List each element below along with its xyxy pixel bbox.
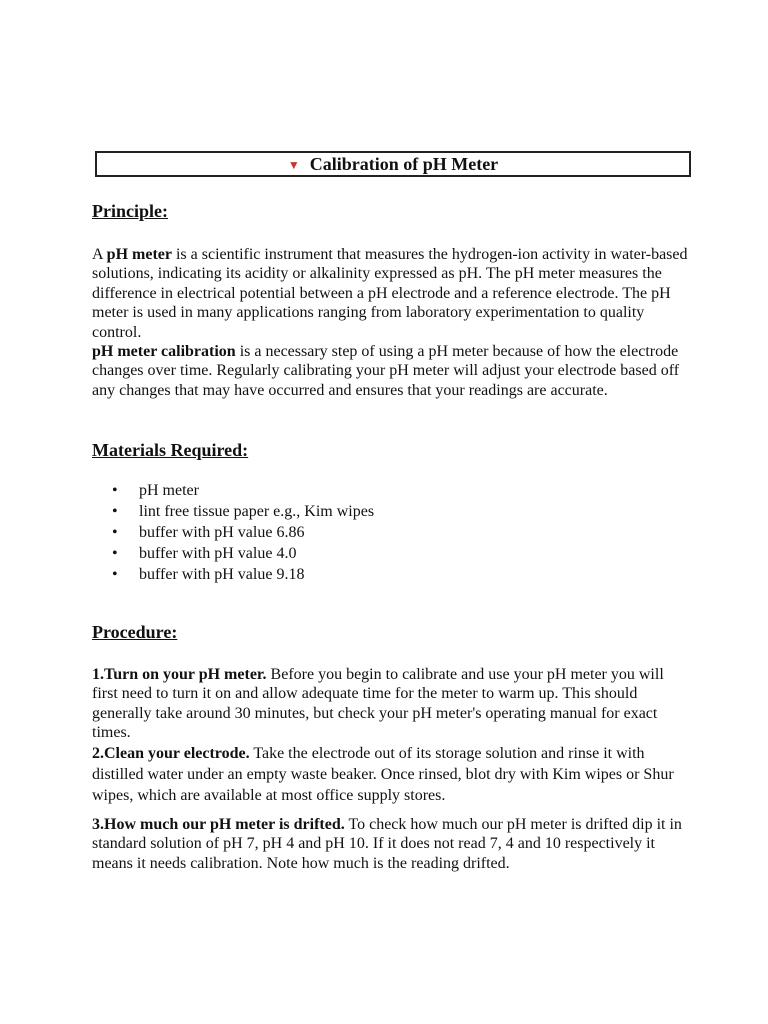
title-box <box>95 151 691 177</box>
list-item: • buffer with pH value 9.18 <box>112 564 374 585</box>
list-item: • buffer with pH value 6.86 <box>112 522 374 543</box>
step-label: 1.Turn on your pH meter. <box>92 666 267 683</box>
ph-meter-term: pH meter <box>106 246 172 263</box>
procedure-step-1: 1.Turn on your pH meter. Before you begin to calibrate and use your pH meter you will first need to turn it on and allow adequate time for the meter to warm up. This should generally take around 30 minutes, but check your pH meter's operating manual for exact times. <box>92 666 664 742</box>
list-item: • buffer with pH value 4.0 <box>112 543 374 564</box>
document-title: Calibration of pH Meter <box>309 153 499 174</box>
pin-marker-icon: ▼ <box>287 157 300 172</box>
step-label: 3.How much our pH meter is drifted. <box>92 816 345 833</box>
procedure-heading: Procedure: <box>92 622 178 642</box>
procedure-step-3: 3.How much our pH meter is drifted. To check how much our pH meter is drifted dip it in standard solution of pH 7, pH 4 and pH 10. If it does not read 7, 4 and 10 respectively it means it needs calibration. Note how much is the reading drifted. <box>92 816 682 872</box>
list-item: • lint free tissue paper e.g., Kim wipes <box>112 501 374 522</box>
ph-meter-calibration-term: pH meter calibration <box>92 343 236 360</box>
principle-paragraph-2: pH meter calibration is a necessary step of using a pH meter because of how the electrode changes over time. Regularly calibrating your pH meter will adjust your electrode based off any changes that may have occurred and ensures that your readings are accurate. <box>92 343 680 399</box>
principle-paragraph-1: A pH meter is a scientific instrument that measures the hydrogen-ion activity in water-based solutions, indicating its acidity or alkalinity expressed as pH. The pH meter measures the difference in electrical potential between a pH electrode and a reference electrode. The pH meter is used in many applications ranging from laboratory experimentation to quality control. <box>92 246 688 341</box>
procedure-step-2: 2.Clean your electrode. Take the electrode out of its storage solution and rinse it with distilled water under an empty waste beaker. Once rinsed, blot dry with Kim wipes or Shur wipes, which are available at most office supply stores. <box>92 745 674 804</box>
step-label: 2.Clean your electrode. <box>92 745 250 762</box>
materials-list <box>112 480 374 585</box>
principle-heading: Principle: <box>92 201 168 221</box>
list-item: • pH meter <box>112 480 374 501</box>
materials-heading: Materials Required: <box>92 440 249 460</box>
